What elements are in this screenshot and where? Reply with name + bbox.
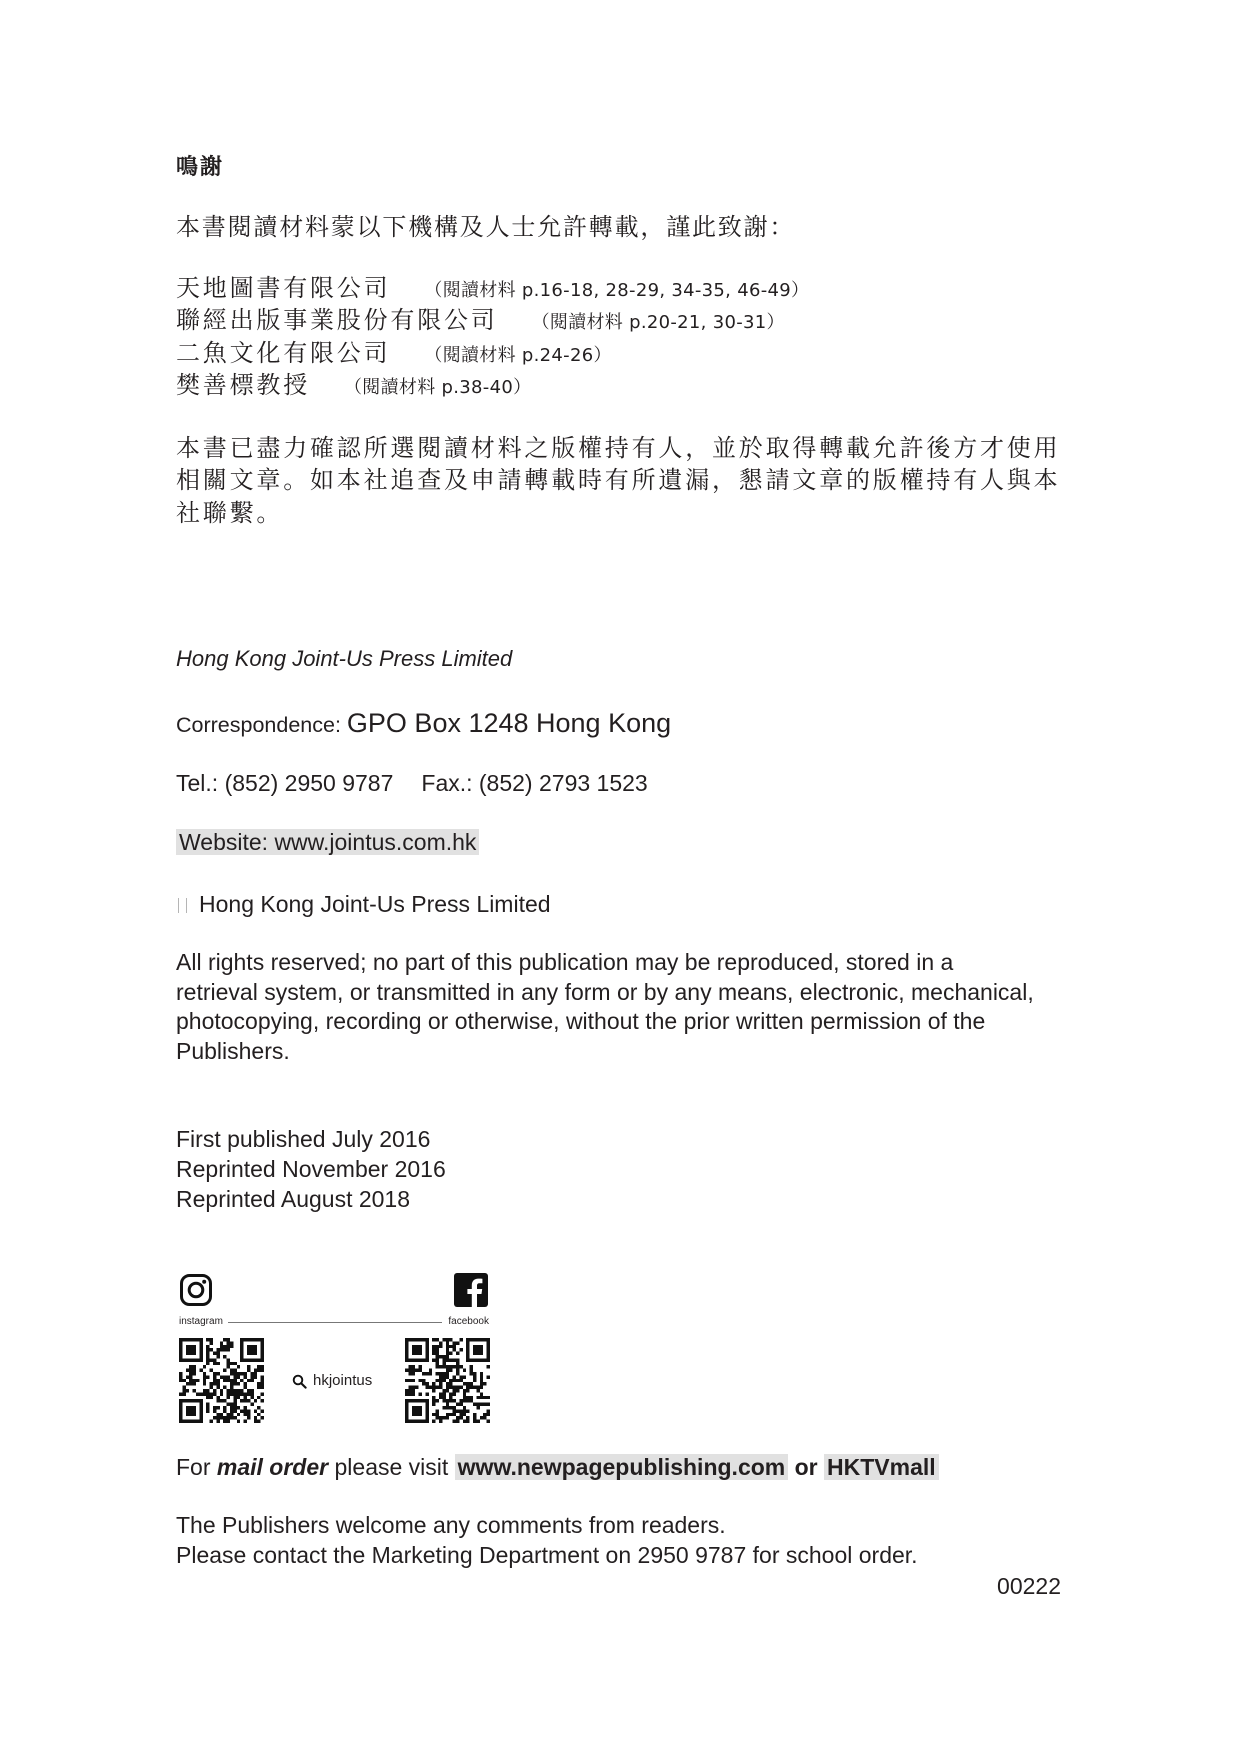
credits-list: [176, 272, 809, 402]
tel-fax-line: [176, 769, 648, 797]
facebook-qr-code: [405, 1338, 490, 1423]
copyright-line: [176, 890, 551, 918]
rights-line: retrieval system, or transmitted in any form or by any means, electronic, mechanical,: [176, 978, 1034, 1005]
mail-order-line: [176, 1452, 939, 1482]
credit-pages: （閱讀材料 p.20-21, 30-31）: [531, 312, 785, 334]
order-website-link[interactable]: www.newpagepublishing.com: [455, 1454, 789, 1480]
facebook-label: facebook: [448, 1316, 489, 1327]
instagram-qr-code: [179, 1338, 264, 1423]
edition-line: Reprinted August 2018: [176, 1185, 411, 1212]
contact-line: The Publishers welcome any comments from readers.: [176, 1512, 726, 1538]
credit-pages: （閱讀材料 p.24-26）: [424, 344, 612, 366]
note-line: 社聯繫。: [176, 498, 284, 527]
edition-history: [176, 1125, 446, 1214]
credit-name: 天地圖書有限公司: [176, 274, 391, 302]
correspondence-label: Correspondence:: [176, 713, 347, 737]
social-handle: hkjointus: [313, 1372, 373, 1389]
website-line: [176, 828, 479, 857]
social-media-block: [176, 1270, 506, 1430]
telephone: Tel.: (852) 2950 9787: [176, 770, 394, 796]
credit-pages: （閱讀材料 p.16-18, 28-29, 34-35, 46-49）: [424, 280, 810, 301]
contact-line: Please contact the Marketing Department on 2950 9787 for school order.: [176, 1541, 918, 1568]
book-code: 00222: [997, 1573, 1061, 1599]
correspondence-address: GPO Box 1248 Hong Kong: [346, 708, 672, 738]
copyright-holder: Hong Kong Joint-Us Press Limited: [199, 891, 551, 917]
mail-order-prefix: For: [176, 1454, 217, 1480]
acknowledgements-intro: 本書閱讀材料蒙以下機構及人士允許轉載，謹此致謝：: [176, 213, 796, 241]
instagram-label: instagram: [179, 1316, 223, 1327]
rights-statement: [176, 948, 1034, 1066]
mail-order-or: or: [788, 1454, 825, 1480]
credit-name: 二魚文化有限公司: [176, 338, 391, 367]
credit-item: [176, 304, 809, 336]
acknowledgements-heading: 鳴謝: [176, 155, 225, 180]
credit-name: 聯經出版事業股份有限公司: [176, 306, 498, 335]
mail-order-emphasis: mail order: [216, 1454, 329, 1480]
fax: Fax.: (852) 2793 1523: [421, 770, 648, 796]
search-icon: [292, 1374, 307, 1389]
credit-item: [176, 337, 809, 369]
hktvmall-link[interactable]: HKTVmall: [824, 1454, 939, 1480]
note-line: 相關文章。如本社追查及申請轉載時有所遺漏，懇請文章的版權持有人與本: [176, 466, 1061, 495]
divider-line: [228, 1322, 442, 1323]
credit-pages: （閱讀材料 p.38-40）: [344, 377, 532, 399]
rights-line: photocopying, recording or otherwise, without the prior written permission of the: [176, 1008, 986, 1034]
website-link[interactable]: Website: www.jointus.com.hk: [176, 829, 479, 855]
credit-name: 樊善標教授: [176, 371, 310, 400]
mail-order-middle: please visit: [328, 1454, 455, 1480]
rights-line: All rights reserved; no part of this publication may be reproduced, stored in a: [176, 949, 954, 975]
edition-line: First published July 2016: [176, 1126, 431, 1152]
facebook-icon: [453, 1273, 489, 1307]
credit-item: [176, 369, 809, 401]
note-line: 本書已盡力確認所選閱讀材料之版權持有人，並於取得轉載允許後方才使用: [176, 434, 1061, 462]
instagram-icon: [179, 1273, 213, 1307]
correspondence-line: [176, 705, 671, 746]
edition-line: Reprinted November 2016: [176, 1155, 446, 1182]
copyright-note: [176, 432, 1060, 529]
copyright-symbol: [178, 898, 187, 913]
publisher-name: Hong Kong Joint-Us Press Limited: [176, 646, 513, 671]
credit-item: [176, 272, 809, 304]
contact-info: [176, 1511, 918, 1570]
rights-line: Publishers.: [176, 1037, 290, 1064]
